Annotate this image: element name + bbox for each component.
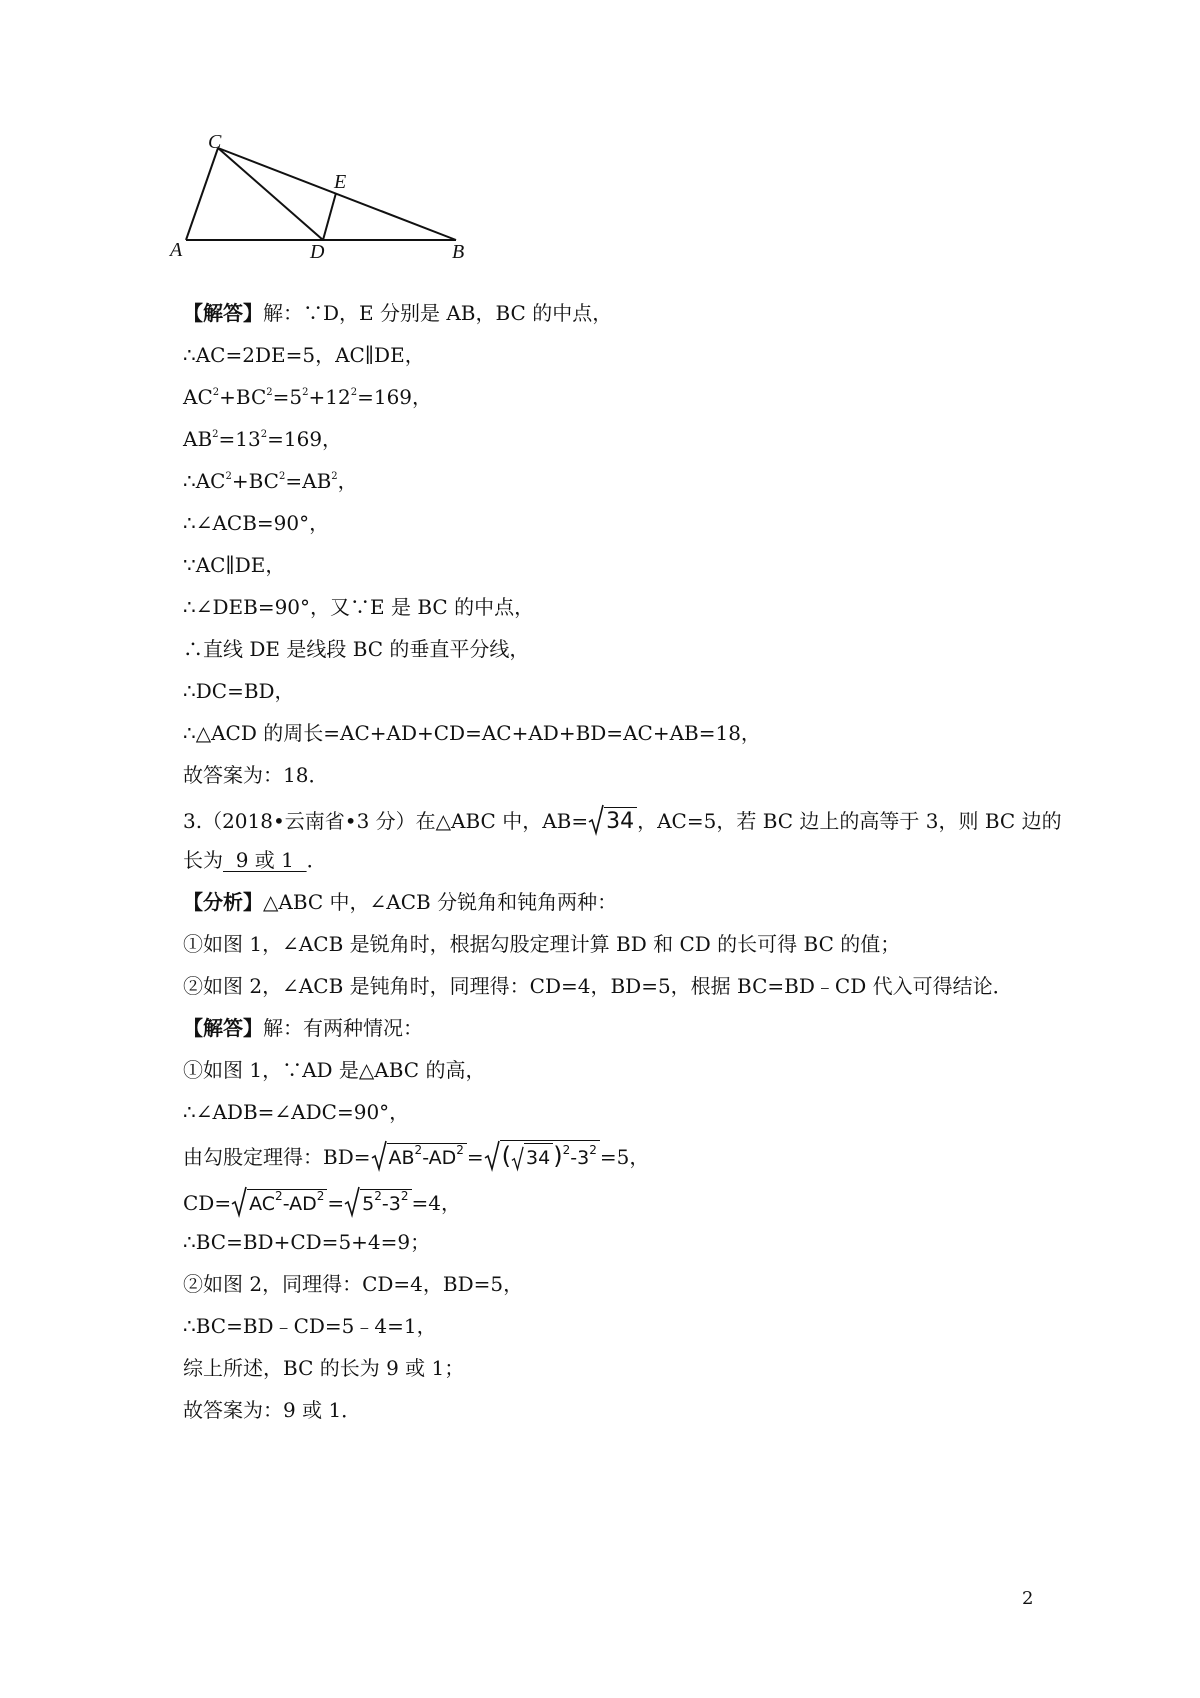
analysis-line-3: ②如图 2，∠ACB 是钝角时，同理得：CD=4，BD=5，根据 BC=BD﹣CD 代入可得结论． [183,974,1013,998]
label-e: E [334,171,347,193]
q3-solution-line-6: ∴BC=BD+CD=5+4=9； [183,1230,431,1254]
label-d: D [310,241,325,263]
page-number: 2 [1022,1588,1034,1609]
sqrt-5sq-3sq: $5^2-3^2$ [344,1186,411,1216]
solution-line-7: ∵AC∥DE， [183,553,286,577]
radical-sign-icon [588,804,604,834]
solution-line-3: $AC^2+BC^2=5^2+12^2=169$， [183,385,433,409]
question-3-line-1: 3.（2018•云南省•3 分）在△ABC 中，AB= 34 ，AC=5，若 BC 边上的高等于 3，则 BC 边的 [183,804,1062,835]
radical-sign-icon [344,1186,360,1216]
q3-solution-line-5: CD= $AC^2-AD^2$ = $5^2-3^2$ =4， [183,1186,461,1217]
q3-solution-line-1: 【解答】解：有两种情况： [183,1016,423,1040]
triangle-figure [170,131,518,290]
solution-line-5: $\therefore AC^2+BC^2=AB^2$， [183,469,358,493]
sqrt-34: 34 [588,804,637,834]
analysis-line-2: ①如图 1，∠ACB 是锐角时，根据勾股定理计算 BD 和 CD 的长可得 BC 的值； [183,932,901,956]
segment-cd [218,148,323,240]
question-3-line-2: 长为 9 或 1 ． [183,848,327,872]
radical-sign-icon [511,1146,524,1170]
radical-sign-icon [484,1140,500,1170]
q3-solution-line-8: ∴BC=BD﹣CD=5﹣4=1， [183,1314,437,1338]
analysis-heading: 【分析】 [183,890,263,914]
answer-blank: 9 或 1 [223,848,307,872]
q3-solution-line-7: ②如图 2，同理得：CD=4，BD=5， [183,1272,524,1296]
solution-line-10: ∴DC=BD， [183,679,295,703]
solution-heading: 【解答】 [183,1016,263,1040]
solution-line-11: ∴△ACD 的周长=AC+AD+CD=AC+AD+BD=AC+AB=18， [183,721,761,745]
q3-solution-line-4: 由勾股定理得：BD= $AB^2-AD^2$ = ( 34 )$^2-3^2$ =5， [183,1142,650,1170]
sqrt-ac2-ad2: $AC^2-AD^2$ [231,1186,327,1216]
q3-solution-line-9: 综上所述，BC 的长为 9 或 1； [183,1356,465,1380]
radical-sign-icon [231,1186,247,1216]
solution-line-9: ∴直线 DE 是线段 BC 的垂直平分线， [183,637,530,661]
analysis-line-1: 【分析】△ABC 中，∠ACB 分锐角和钝角两种： [183,890,618,914]
solution-line-6: ∴∠ACB=90°， [183,511,330,535]
segment-ca [186,148,218,240]
sqrt-34sq-3sq: ( 34 )$^2-3^2$ [484,1140,600,1170]
solution-heading: 【解答】 [183,301,263,325]
segment-cb [218,148,456,240]
sqrt-34-inner: 34 [511,1143,553,1170]
q3-solution-line-10: 故答案为：9 或 1． [183,1398,362,1422]
radical-sign-icon [371,1140,387,1170]
solution-line-8: ∴∠DEB=90°，又∵E 是 BC 的中点， [183,595,535,619]
solution-line-12: 故答案为：18． [183,763,329,787]
solution-line-2: ∴AC=2DE=5，AC∥DE， [183,343,425,367]
q3-solution-line-2: ①如图 1，∵AD 是△ABC 的高， [183,1058,486,1082]
label-b: B [452,241,465,263]
label-a: A [170,239,183,261]
sqrt-ab2-ad2: $AB^2-AD^2$ [371,1140,467,1170]
label-c: C [208,131,222,153]
solution-line-1: 【解答】解：∵D，E 分别是 AB，BC 的中点， [183,301,613,325]
solution-line-4: $AB^2=13^2=169$， [183,427,343,451]
segment-de [323,193,336,240]
q3-solution-line-3: ∴∠ADB=∠ADC=90°， [183,1100,410,1124]
